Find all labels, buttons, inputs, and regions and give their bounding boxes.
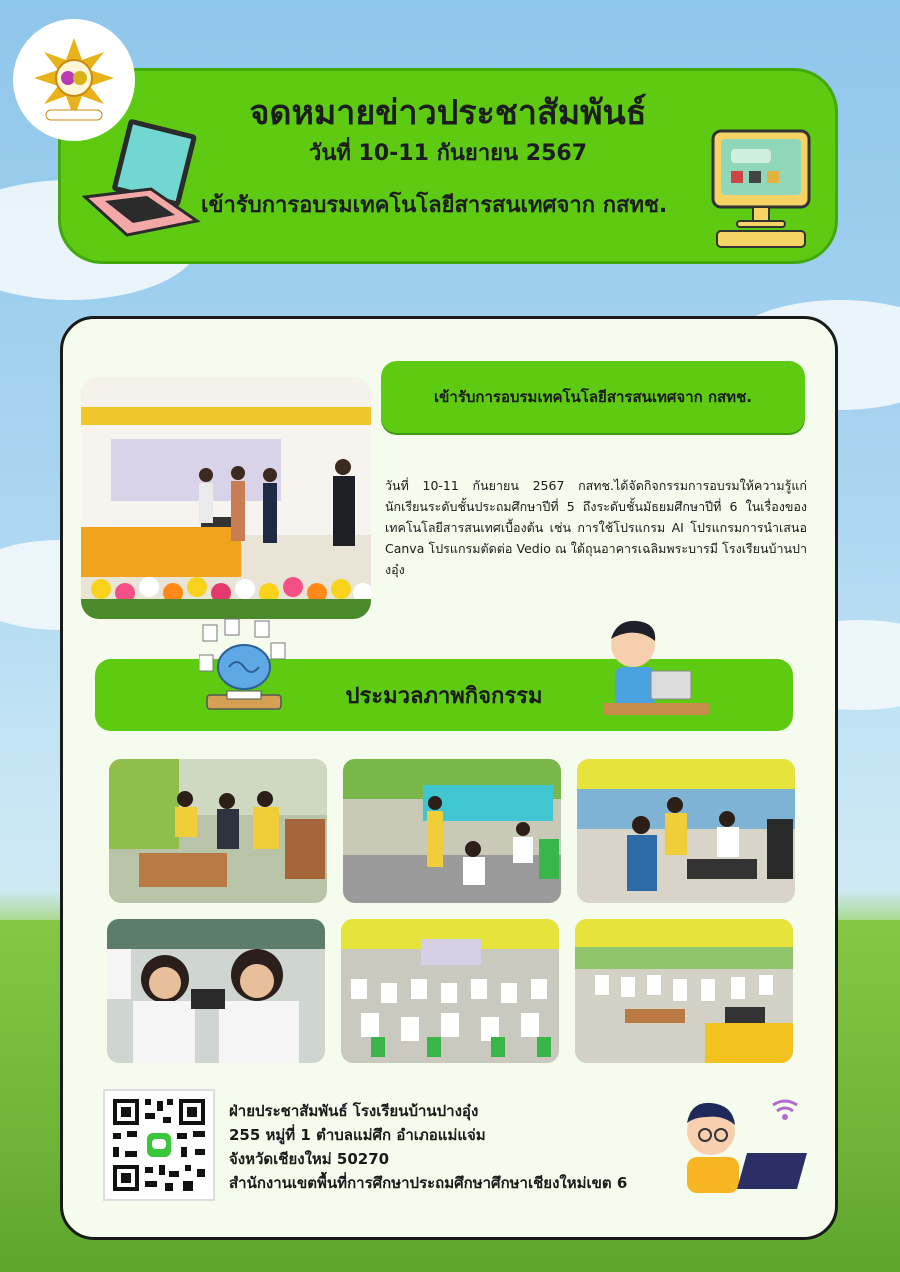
footer-line-1: ฝ่ายประชาสัมพันธ์ โรงเรียนบ้านปางอุ๋ง — [229, 1102, 479, 1120]
gallery-photo-2 — [343, 759, 561, 903]
footer-line-4: สำนักงานเขตพื้นที่การศึกษาประถมศึกษาศึกษาเชียงใหม่เขต 6 — [229, 1174, 628, 1192]
line-qr-code[interactable] — [103, 1089, 215, 1201]
brain-learning-icon — [199, 617, 289, 717]
gallery-photo-5 — [341, 919, 559, 1063]
header-banner — [58, 68, 838, 264]
newsletter-title: จดหมายข่าวประชาสัมพันธ์ — [249, 93, 647, 133]
newsletter-subtitle: เข้ารับการอบรมเทคโนโลยีสารสนเทศจาก กสทช. — [201, 193, 668, 218]
boy-at-laptop-icon — [597, 617, 717, 727]
contact-info — [229, 1099, 627, 1195]
gallery-photo-4 — [107, 919, 325, 1063]
gallery-photo-6 — [575, 919, 793, 1063]
laptop-icon — [81, 119, 201, 245]
school-emblem-icon — [24, 30, 124, 130]
footer-line-2: 255 หมู่ที่ 1 ตำบลแม่ศึก อำเภอแม่แจ่ม — [229, 1126, 486, 1144]
computer-icon — [707, 127, 817, 257]
gallery-photo-3 — [577, 759, 795, 903]
content-card — [60, 316, 838, 1240]
school-logo — [16, 22, 132, 138]
newsletter-date: วันที่ 10-11 กันยายน 2567 — [309, 141, 587, 166]
article-heading: เข้ารับการอบรมเทคโนโลยีสารสนเทศจาก กสทช. — [381, 361, 805, 433]
gallery-heading: ประมวลภาพกิจกรรม — [95, 659, 793, 731]
article-body: วันที่ 10-11 กันยายน 2567 กสทช.ได้จัดกิจกรรมการอบรมให้ความรู้แก่นักเรียนระดับชั้นประถมศึกษาปีที่ 5 ถึงระดับชั้นมัธยมศึกษาปีที่ 6 ในเรื่องของเทคโนโลยีสารสนเทศเบื้องต้น เช่น การใช้โปรแกรม AI โปรแกรมการนำเสนอ Canva โปรแกรมตัดต่อ Vedio ณ ใต้ถุนอาคารเฉลิมพระบารมี โรงเรียนบ้านปางอุ๋ง — [385, 478, 807, 577]
gallery-photo-1 — [109, 759, 327, 903]
hero-photo-presenters — [81, 377, 371, 619]
kid-with-laptop-icon — [677, 1095, 817, 1195]
footer-line-3: จังหวัดเชียงใหม่ 50270 — [229, 1150, 390, 1168]
